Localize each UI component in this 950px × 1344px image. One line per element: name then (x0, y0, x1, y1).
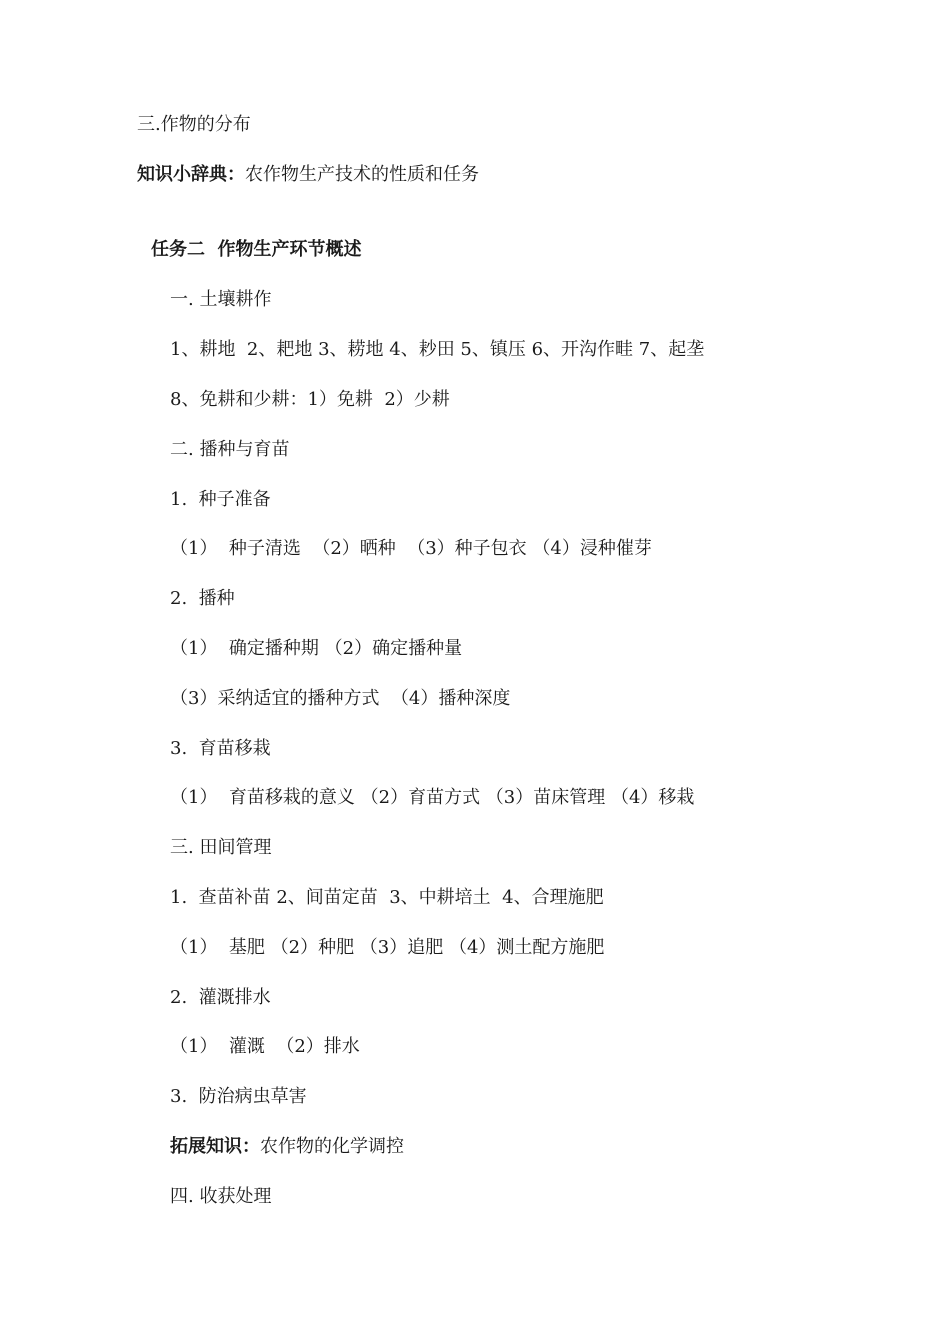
section-heading-harvest: 四. 收获处理 (170, 1186, 272, 1207)
extended-knowledge-note (170, 1135, 404, 1159)
section-heading-sowing: 二. 播种与育苗 (170, 439, 290, 460)
subheading-transplant: 3. 育苗移栽 (170, 738, 271, 759)
list-item: （1） 确定播种期 （2）确定播种量 (170, 638, 463, 659)
note-text: 农作物的化学调控 (260, 1136, 404, 1157)
knowledge-dictionary-note (137, 163, 479, 187)
list-item: 8、免耕和少耕：1）免耕 2）少耕 (170, 389, 450, 410)
list-item: （3）采纳适宜的播种方式 （4）播种深度 (170, 688, 511, 709)
subheading-pest-control: 3. 防治病虫草害 (170, 1086, 307, 1107)
list-item: 1、耕地 2、耙地 3、耢地 4、耖田 5、镇压 6、开沟作畦 7、起垄 (170, 339, 705, 360)
list-item: 1. 查苗补苗 2、间苗定苗 3、中耕培土 4、合理施肥 (170, 887, 604, 908)
subheading-sowing: 2. 播种 (170, 588, 235, 609)
section-heading-soil-tillage: 一. 土壤耕作 (170, 289, 272, 310)
list-item: （1） 育苗移栽的意义 （2）育苗方式 （3）苗床管理 （4）移栽 (170, 787, 695, 808)
subheading-irrigation: 2. 灌溉排水 (170, 987, 271, 1008)
subheading-seed-prep: 1. 种子准备 (170, 489, 271, 510)
section-heading-crop-distribution: 三.作物的分布 (137, 114, 251, 135)
note-label: 拓展知识： (170, 1136, 260, 1157)
section-heading-field-management: 三. 田间管理 (170, 837, 272, 858)
list-item: （1） 基肥 （2）种肥 （3）追肥 （4）测土配方施肥 (170, 937, 605, 958)
note-label: 知识小辞典： (137, 164, 245, 185)
task-two-heading: 任务二 作物生产环节概述 (151, 239, 362, 260)
list-item: （1） 种子清选 （2）晒种 （3）种子包衣 （4）浸种催芽 (170, 538, 652, 559)
list-item: （1） 灌溉 （2）排水 (170, 1036, 360, 1057)
note-text: 农作物生产技术的性质和任务 (245, 164, 479, 185)
